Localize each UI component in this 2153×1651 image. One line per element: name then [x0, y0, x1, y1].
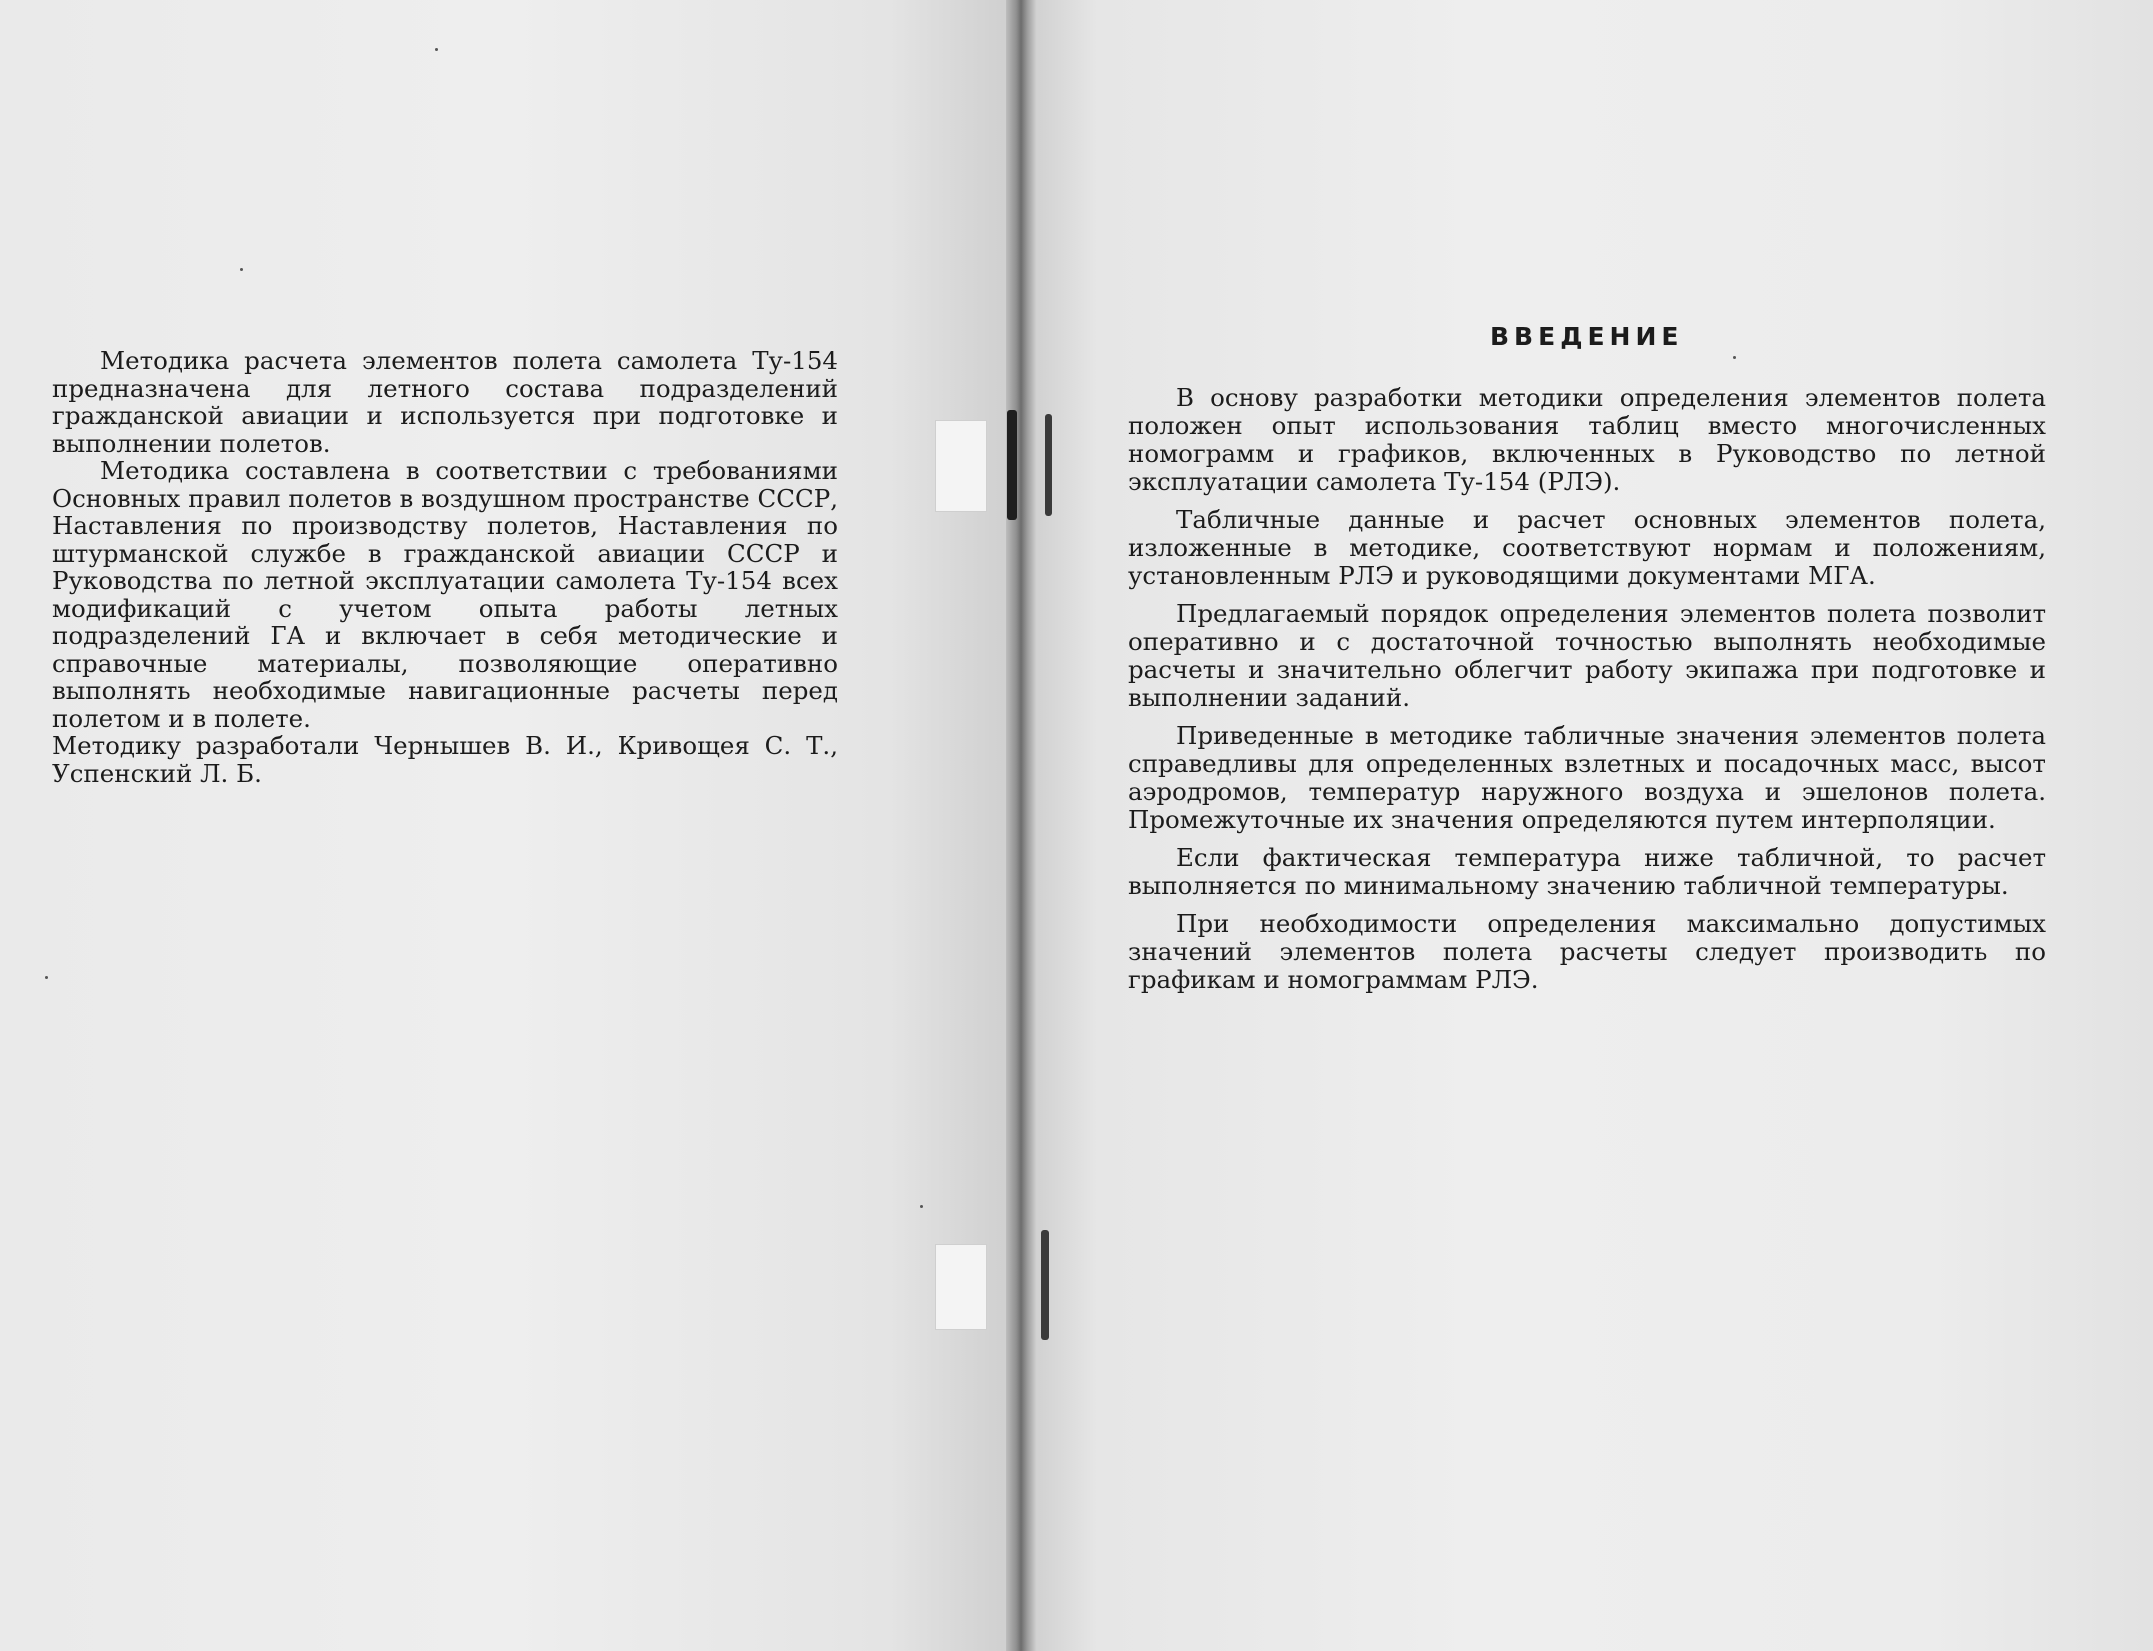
speck: [435, 48, 438, 51]
authors-line: Методику разработали Чернышев В. И., Кривощея С. Т., Успенский Л. Б.: [52, 731, 838, 788]
staple-bottom: [935, 1230, 995, 1340]
speck: [240, 268, 243, 271]
left-paragraph-1: Методика расчета элементов полета самолета Ту-154 предназначена для летного состава подразделений гражданской авиации и используется при подготовке и выполнении полетов.: [52, 346, 838, 458]
right-paragraph-5: Если фактическая температура ниже табличной, то расчет выполняется по минимальному значению табличной температуры.: [1128, 843, 2046, 900]
right-paragraph-3: Предлагаемый порядок определения элементов полета позволит оперативно и с достаточной точностью выполнять необходимые расчеты и значительно облегчит работу экипажа при подготовке и выполнении заданий.: [1128, 599, 2046, 712]
right-paragraph-4: Приведенные в методике табличные значения элементов полета справедливы для определенных взлетных и посадочных масс, высот аэродромов, температур наружного воздуха и эшелонов полета. Промежуточные их значения определяются путем интерполяции.: [1128, 721, 2046, 834]
right-page-text: [1128, 384, 2046, 1004]
left-paragraph-2: Методика составлена в соответствии с требованиями Основных правил полетов в воздушном пространстве СССР, Наставления по производству полетов, Наставления по штурманской службе в гражданской авиации СССР и Руководства по летной эксплуатации самолета Ту-154 всех модификаций с учетом опыта работы летных подразделений ГА и включает в себя методические и справочные материалы, позволяющие оперативно выполнять необходимые навигационные расчеты перед полетом и в полете.: [52, 456, 838, 733]
speck: [1733, 356, 1736, 359]
right-paragraph-2: Табличные данные и расчет основных элементов полета, изложенные в методике, соответствуют нормам и положениям, установленным РЛЭ и руководящими документами МГА.: [1128, 505, 2046, 590]
book-spine: [1006, 0, 1036, 1651]
right-paragraph-1: В основу разработки методики определения элементов полета положен опыт использования таблиц вместо многочисленных номограмм и графиков, включенных в Руководство по летной эксплуатации самолета Ту-154 (РЛЭ).: [1128, 383, 2046, 496]
speck: [920, 1205, 923, 1208]
left-page: [0, 0, 1010, 1651]
left-page-text: [52, 347, 838, 787]
section-heading: ВВЕДЕНИЕ: [1490, 322, 1684, 351]
right-paragraph-6: При необходимости определения максимально допустимых значений элементов полета расчеты следует производить по графикам и номограммам РЛЭ.: [1128, 909, 2046, 994]
speck: [45, 976, 48, 979]
staple-top: [935, 410, 995, 520]
